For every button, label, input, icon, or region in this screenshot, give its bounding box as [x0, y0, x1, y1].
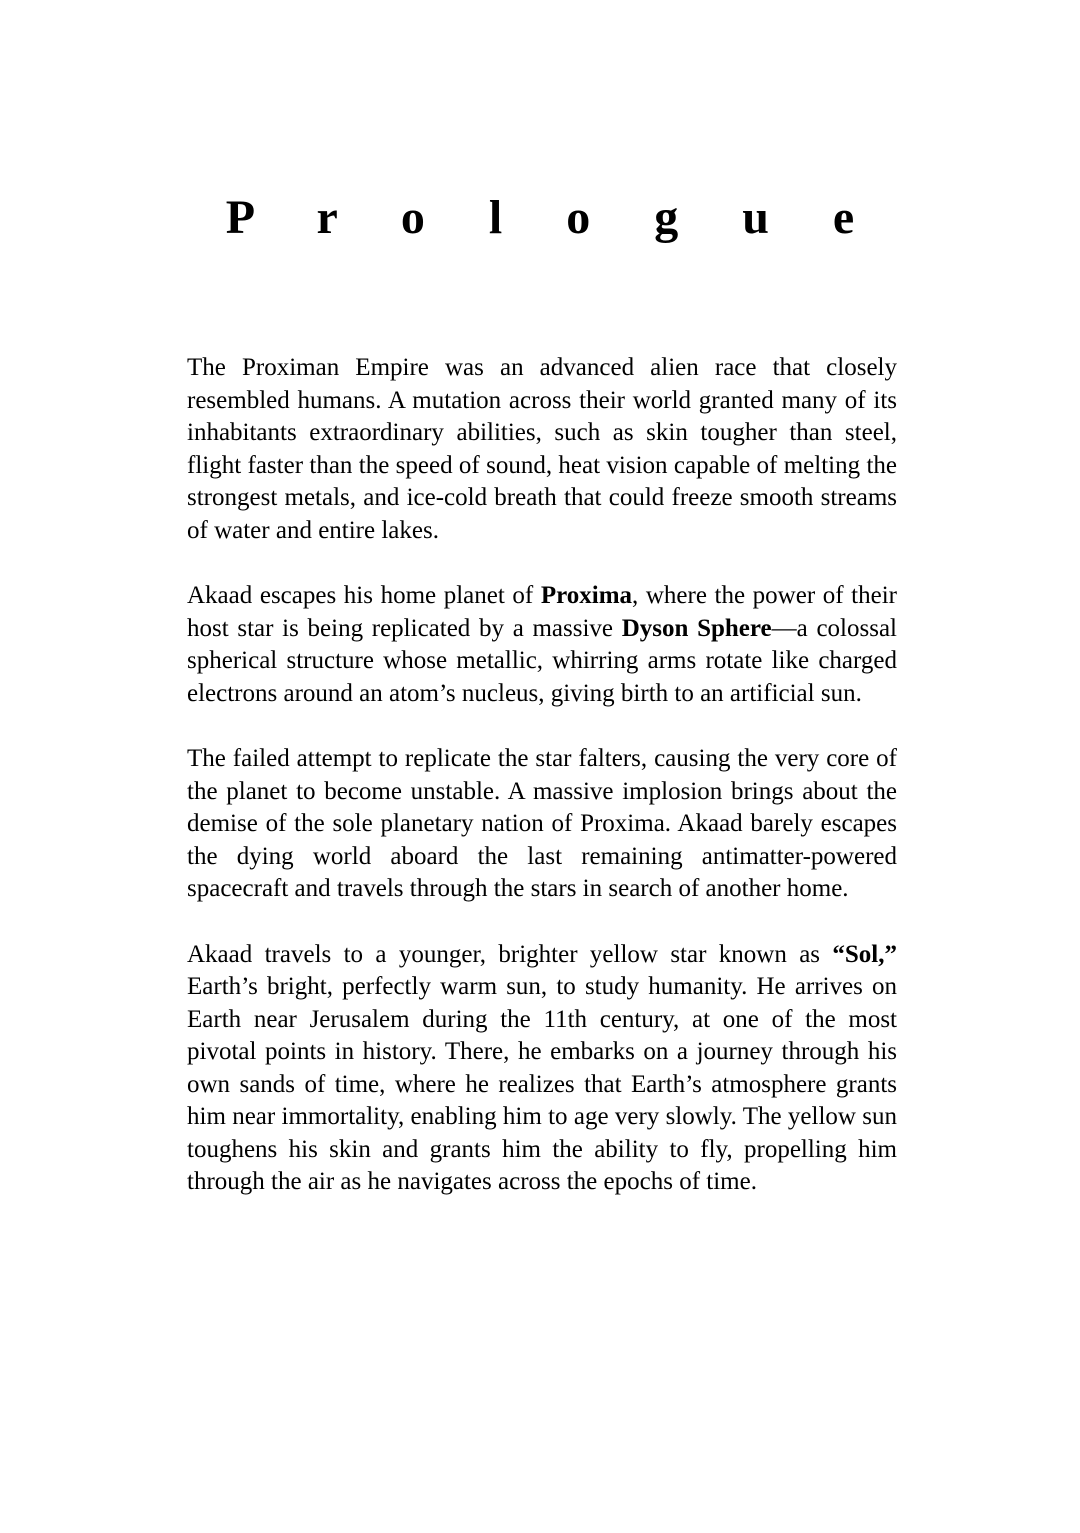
chapter-title: P r o l o g u e: [225, 191, 881, 244]
paragraph-2-text-a: Akaad escapes his home planet of: [187, 582, 541, 609]
term-sol: “Sol,”: [832, 940, 897, 968]
paragraph-3-text: The failed attempt to replicate the star falters, causing the very core of the planet to become unstable. A massive implosion brings about the demise of the sole planetary nation of Proxima. Akaad barely escapes the dying world aboard the last remaining antimatter-powered spacecraft and travels through the stars in search of another home.: [187, 745, 897, 902]
paragraph-4-text-b: Earth’s bright, perfectly warm sun, to study humanity. He arrives on Earth near Jerusalem during the 11th century, at one of the most pivotal points in history. There, he embarks on a journey through his own sands of time, where he realizes that Earth’s atmosphere grants him near immortality, enabling him to age very slowly. The yellow sun toughens his skin and grants him the ability to fly, propelling him through the air as he navigates across the epochs of time.: [187, 973, 897, 1195]
prologue-body: [187, 352, 897, 1199]
paragraph-4-text-a: Akaad travels to a younger, brighter yellow star known as: [187, 940, 833, 968]
term-proxima: Proxima: [540, 582, 633, 609]
paragraph-3: [187, 743, 897, 906]
paragraph-2: [187, 580, 897, 710]
paragraph-2-text-c: —a colossal spherical structure whose metallic, whirring arms rotate like charged electrons around an atom’s nucleus, giving birth to an artificial sun.: [187, 614, 897, 707]
paragraph-1: [187, 352, 897, 547]
paragraph-2-text-b: , where the power of their host star is being replicated by a massive: [187, 582, 897, 642]
term-dyson-sphere: Dyson Sphere: [621, 614, 772, 642]
paragraph-1-text: The Proximan Empire was an advanced alien race that closely resembled humans. A mutation across their world granted many of its inhabitants extraordinary abilities, such as skin tougher than steel, flight faster than the speed of sound, heat vision capable of melting the strongest metals, and ice-cold breath that could freeze smooth streams of water and entire lakes.: [187, 354, 897, 544]
paragraph-4: [187, 939, 897, 1199]
